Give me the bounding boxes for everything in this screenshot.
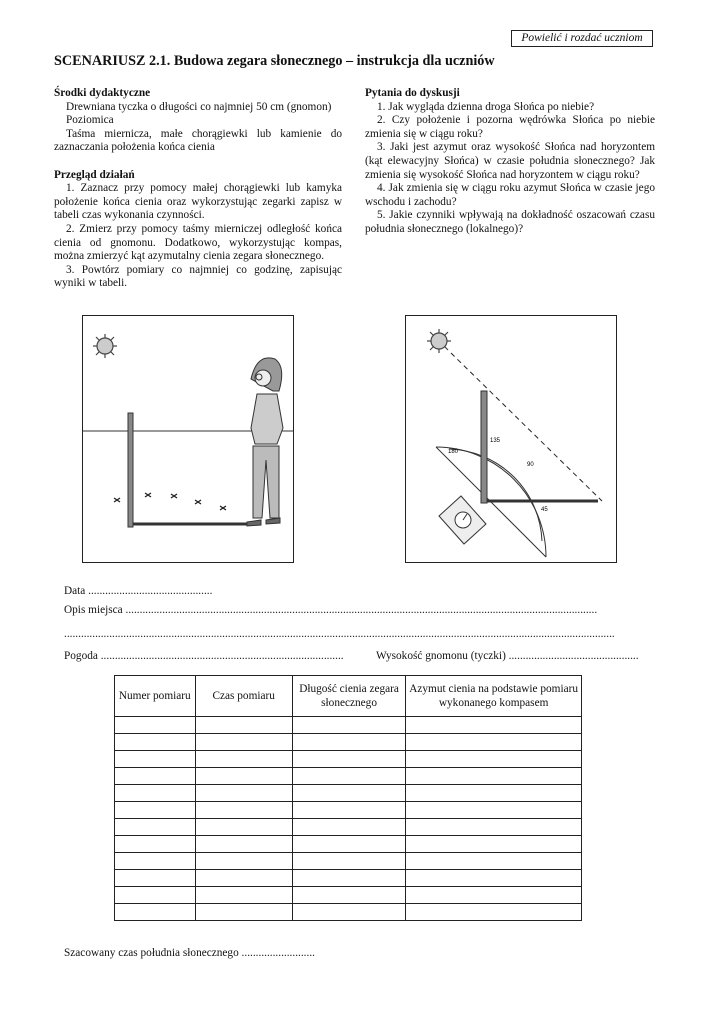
table-cell[interactable]	[115, 751, 196, 768]
table-row	[115, 853, 582, 870]
protractor-illustration	[405, 315, 617, 563]
table-cell[interactable]	[115, 717, 196, 734]
table-cell[interactable]	[406, 785, 582, 802]
question-item: 4. Jak zmienia się w ciągu roku azymut Słońca w czasie jego wschodu i zachodu?	[365, 182, 655, 208]
material-item: Taśma miernicza, małe chorągiewki lub kamienie do zaznaczania położenia końca cienia	[54, 127, 342, 154]
table-cell[interactable]	[115, 802, 196, 819]
gnomon-illustration	[82, 315, 294, 563]
table-row	[115, 870, 582, 887]
table-cell[interactable]	[115, 836, 196, 853]
table-cell[interactable]	[292, 802, 405, 819]
table-cell[interactable]	[292, 751, 405, 768]
protractor-label: 90	[527, 462, 534, 468]
table-header-row	[115, 676, 582, 717]
table-cell[interactable]	[406, 734, 582, 751]
table-cell[interactable]	[406, 904, 582, 921]
table-cell[interactable]	[195, 717, 292, 734]
table-cell[interactable]	[406, 819, 582, 836]
table-row	[115, 785, 582, 802]
sun-icon	[427, 329, 451, 353]
question-item: 5. Jakie czynniki wpływają na dokładność oszacowań czasu południa słonecznego (lokalnego)?	[365, 209, 655, 235]
table-cell[interactable]	[292, 870, 405, 887]
protractor-label: 45	[541, 507, 548, 513]
header-cell: Numer pomiaru	[115, 676, 196, 717]
table-cell[interactable]	[406, 717, 582, 734]
protractor-drawing	[406, 316, 616, 562]
protractor-label: 180	[448, 449, 459, 455]
table-cell[interactable]	[406, 853, 582, 870]
table-cell[interactable]	[292, 904, 405, 921]
table-cell[interactable]	[195, 819, 292, 836]
table-row	[115, 802, 582, 819]
solar-noon-field[interactable]: Szacowany czas południa słonecznego ..........................	[64, 947, 315, 959]
gnomon-pole	[481, 391, 487, 503]
table-cell[interactable]	[195, 870, 292, 887]
table-row	[115, 768, 582, 785]
place-field-continuation[interactable]: ...................................................................................................................................................................................................	[64, 628, 615, 640]
gnomon-scene-drawing	[83, 316, 293, 562]
gnomon-height-field[interactable]: Wysokość gnomonu (tyczki) ..............................................	[376, 650, 639, 662]
left-column	[54, 87, 342, 291]
table-cell[interactable]	[115, 887, 196, 904]
table-cell[interactable]	[406, 887, 582, 904]
questions-heading: Pytania do dyskusji	[365, 87, 460, 99]
table-row	[115, 819, 582, 836]
materials-heading: Środki dydaktyczne	[54, 87, 151, 99]
table-row	[115, 717, 582, 734]
table-cell[interactable]	[292, 836, 405, 853]
table-cell[interactable]	[195, 802, 292, 819]
table-cell[interactable]	[115, 904, 196, 921]
weather-field[interactable]: Pogoda ......................................................................................	[64, 650, 344, 662]
page-title: SCENARIUSZ 2.1. Budowa zegara słonecznego – instrukcja dla uczniów	[54, 53, 495, 69]
question-item: 1. Jak wygląda dzienna droga Słońca po niebie?	[377, 100, 595, 113]
steps-heading: Przegląd działań	[54, 168, 135, 181]
table-cell[interactable]	[195, 887, 292, 904]
header-cell: Azymut cienia na podstawie pomiaru wykonanego kompasem	[406, 676, 582, 717]
table-cell[interactable]	[195, 785, 292, 802]
table-cell[interactable]	[292, 734, 405, 751]
header-cell: Czas pomiaru	[195, 676, 292, 717]
table-row	[115, 904, 582, 921]
compass-icon	[439, 496, 486, 544]
material-item: Drewniana tyczka o długości co najmniej 50 cm (gnomon)	[66, 100, 332, 113]
table-cell[interactable]	[406, 836, 582, 853]
table-row	[115, 734, 582, 751]
table-cell[interactable]	[195, 904, 292, 921]
material-item: Poziomica	[66, 114, 114, 127]
table-cell[interactable]	[195, 836, 292, 853]
table-cell[interactable]	[195, 768, 292, 785]
date-field[interactable]: Data ............................................	[64, 585, 213, 597]
right-column	[365, 87, 655, 237]
table-cell[interactable]	[406, 802, 582, 819]
table-cell[interactable]	[292, 768, 405, 785]
table-cell[interactable]	[115, 768, 196, 785]
table-cell[interactable]	[292, 717, 405, 734]
question-item: 3. Jaki jest azymut oraz wysokość Słońca nad horyzontem (kąt elewacyjny Słońca) w czasie południa słonecznego? Jak zmienia się wysokość Słońca nad horyzontem w ciągu roku?	[365, 141, 655, 181]
table-cell[interactable]	[115, 870, 196, 887]
table-cell[interactable]	[115, 734, 196, 751]
table-cell[interactable]	[115, 819, 196, 836]
table-cell[interactable]	[406, 751, 582, 768]
table-row	[115, 751, 582, 768]
table-cell[interactable]	[195, 751, 292, 768]
sun-ray-line	[451, 353, 602, 501]
step-item: 3. Powtórz pomiary co najmniej co godzinę, zapisując wyniki w tabeli.	[54, 263, 342, 290]
table-cell[interactable]	[292, 853, 405, 870]
table-cell[interactable]	[195, 853, 292, 870]
table-cell[interactable]	[115, 853, 196, 870]
measurement-table	[114, 675, 582, 921]
step-item: 1. Zaznacz przy pomocy małej chorągiewki lub kamyka położenie końca cienia oraz wykorzystując zegarki zapisz w tabeli czas wykonania czynności.	[54, 182, 342, 222]
header-cell: Długość cienia zegara słonecznego	[292, 676, 405, 717]
table-cell[interactable]	[292, 819, 405, 836]
table-cell[interactable]	[406, 768, 582, 785]
table-row	[115, 836, 582, 853]
step-item: 2. Zmierz przy pomocy taśmy mierniczej odległość końca cienia od gnomonu. Dodatkowo, wykorzystując kompas, można zmierzyć kąt azymutalny cienia zegara słonecznego.	[54, 222, 342, 263]
sun-icon	[93, 334, 117, 358]
question-item: 2. Czy położenie i pozorna wędrówka Słońca po niebie zmienia się w ciągu roku?	[365, 114, 655, 140]
person-figure	[247, 358, 283, 526]
table-cell[interactable]	[195, 734, 292, 751]
protractor-label: 135	[490, 438, 501, 444]
table-cell[interactable]	[115, 785, 196, 802]
table-cell[interactable]	[292, 785, 405, 802]
place-field[interactable]: Opis miejsca .......................................................................................................................................................................	[64, 604, 598, 616]
table-cell[interactable]	[292, 887, 405, 904]
distribution-note: Powielić i rozdać uczniom	[511, 30, 653, 47]
table-row	[115, 887, 582, 904]
table-cell[interactable]	[406, 870, 582, 887]
gnomon-pole	[128, 413, 133, 527]
